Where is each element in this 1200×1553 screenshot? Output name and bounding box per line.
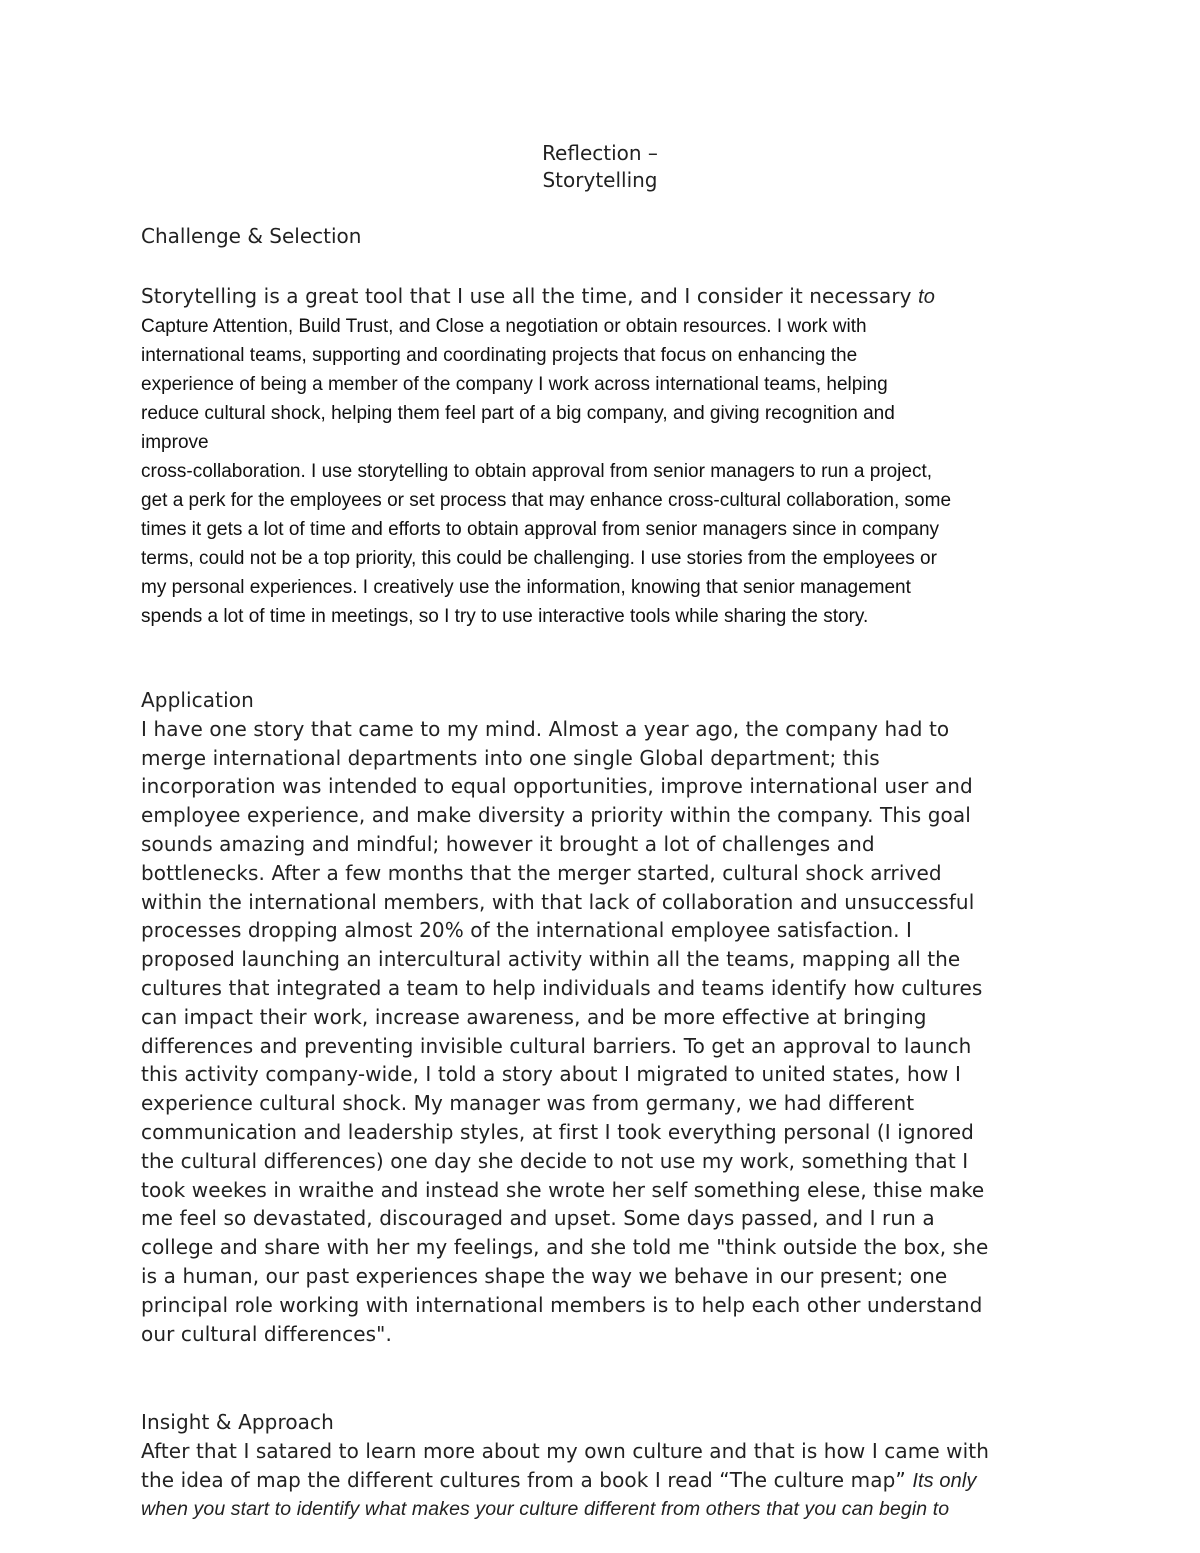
paragraph-line: cross-collaboration. I use storytelling to obtain approval from senior managers to run a project,: [141, 461, 933, 482]
paragraph-line: processes dropping almost 20% of the international employee satisfaction. I: [141, 918, 913, 943]
section-heading-challenge: Challenge & Selection: [141, 224, 362, 248]
paragraph-line: this activity company-wide, I told a story about I migrated to united states, how I: [141, 1062, 961, 1087]
paragraph-line: principal role working with international members is to help each other understand: [141, 1292, 983, 1317]
title-line-2: Storytelling: [542, 168, 658, 192]
paragraph-line: incorporation was intended to equal opportunities, improve international user and: [141, 774, 973, 799]
paragraph-line: merge international departments into one single Global department; this: [141, 745, 880, 770]
paragraph-line: experience of being a member of the company I work across international teams, helping: [141, 374, 888, 395]
paragraph-line-mixed: [141, 1466, 1081, 1496]
paragraph-line: get a perk for the employees or set process that may enhance cross-cultural collaboration, some: [141, 490, 952, 511]
paragraph-line-italic: Its only: [912, 1469, 977, 1492]
section-heading-application: Application: [141, 688, 254, 712]
paragraph-line: my personal experiences. I creatively use the information, knowing that senior management: [141, 577, 911, 598]
paragraph-line: within the international members, with that lack of collaboration and unsuccessful: [141, 889, 975, 914]
paragraph-line: me feel so devastated, discouraged and upset. Some days passed, and I run a: [141, 1206, 935, 1231]
paragraph-line: is a human, our past experiences shape the way we behave in our present; one: [141, 1263, 948, 1288]
section-heading-insight: Insight & Approach: [141, 1410, 334, 1434]
paragraph-line: improve: [141, 432, 209, 453]
paragraph-line: proposed launching an intercultural activity within all the teams, mapping all the: [141, 947, 961, 972]
paragraph-challenge-first-line: [141, 282, 1081, 312]
paragraph-line: terms, could not be a top priority, this could be challenging. I use stories from the employees or: [141, 548, 937, 569]
paragraph-line-italic: when you start to identify what makes your culture different from others that you can begin to: [141, 1498, 950, 1521]
paragraph-line: reduce cultural shock, helping them feel part of a big company, and giving recognition and: [141, 403, 895, 424]
paragraph-line: After that I satared to learn more about my own culture and that is how I came with: [141, 1438, 990, 1463]
paragraph-line: the cultural differences) one day she decide to not use my work, something that I: [141, 1148, 969, 1173]
paragraph-line-lead: the idea of map the different cultures from a book I read “The culture map”: [141, 1467, 906, 1492]
paragraph-line: experience cultural shock. My manager was from germany, we had different: [141, 1091, 915, 1116]
paragraph-line: communication and leadership styles, at first I took everything personal (I ignored: [141, 1119, 974, 1144]
section-insight: [141, 1408, 1081, 1524]
first-line-italic: to: [918, 286, 935, 308]
paragraph-line: cultures that integrated a team to help individuals and teams identify how cultures: [141, 975, 983, 1000]
paragraph-line: differences and preventing invisible cultural barriers. To get an approval to launch: [141, 1033, 972, 1058]
first-line-text: Storytelling is a great tool that I use all the time, and I consider it necessary: [141, 284, 912, 308]
section-application: [141, 686, 1081, 1348]
paragraph-line: international teams, supporting and coordinating projects that focus on enhancing the: [141, 345, 858, 366]
paragraph-line: college and share with her my feelings, and she told me "think outside the box, she: [141, 1235, 989, 1260]
paragraph-line: can impact their work, increase awareness, and be more effective at bringing: [141, 1004, 927, 1029]
paragraph-line: I have one story that came to my mind. Almost a year ago, the company had to: [141, 716, 950, 741]
paragraph-challenge: [141, 312, 1081, 631]
paragraph-line: sounds amazing and mindful; however it brought a lot of challenges and: [141, 831, 875, 856]
paragraph-line: times it gets a lot of time and efforts to obtain approval from senior managers since in company: [141, 519, 940, 540]
document-title: [0, 140, 1200, 194]
paragraph-line: spends a lot of time in meetings, so I try to use interactive tools while sharing the story.: [141, 606, 869, 627]
paragraph-line: took weekes in wraithe and instead she wrote her self something elese, thise make: [141, 1177, 985, 1202]
paragraph-line: bottlenecks. After a few months that the merger started, cultural shock arrived: [141, 860, 942, 885]
paragraph-line: employee experience, and make diversity a priority within the company. This goal: [141, 803, 971, 828]
title-line-1: Reflection –: [542, 141, 658, 165]
paragraph-line: our cultural differences".: [141, 1321, 392, 1346]
paragraph-line: Capture Attention, Build Trust, and Close a negotiation or obtain resources. I work with: [141, 316, 867, 337]
